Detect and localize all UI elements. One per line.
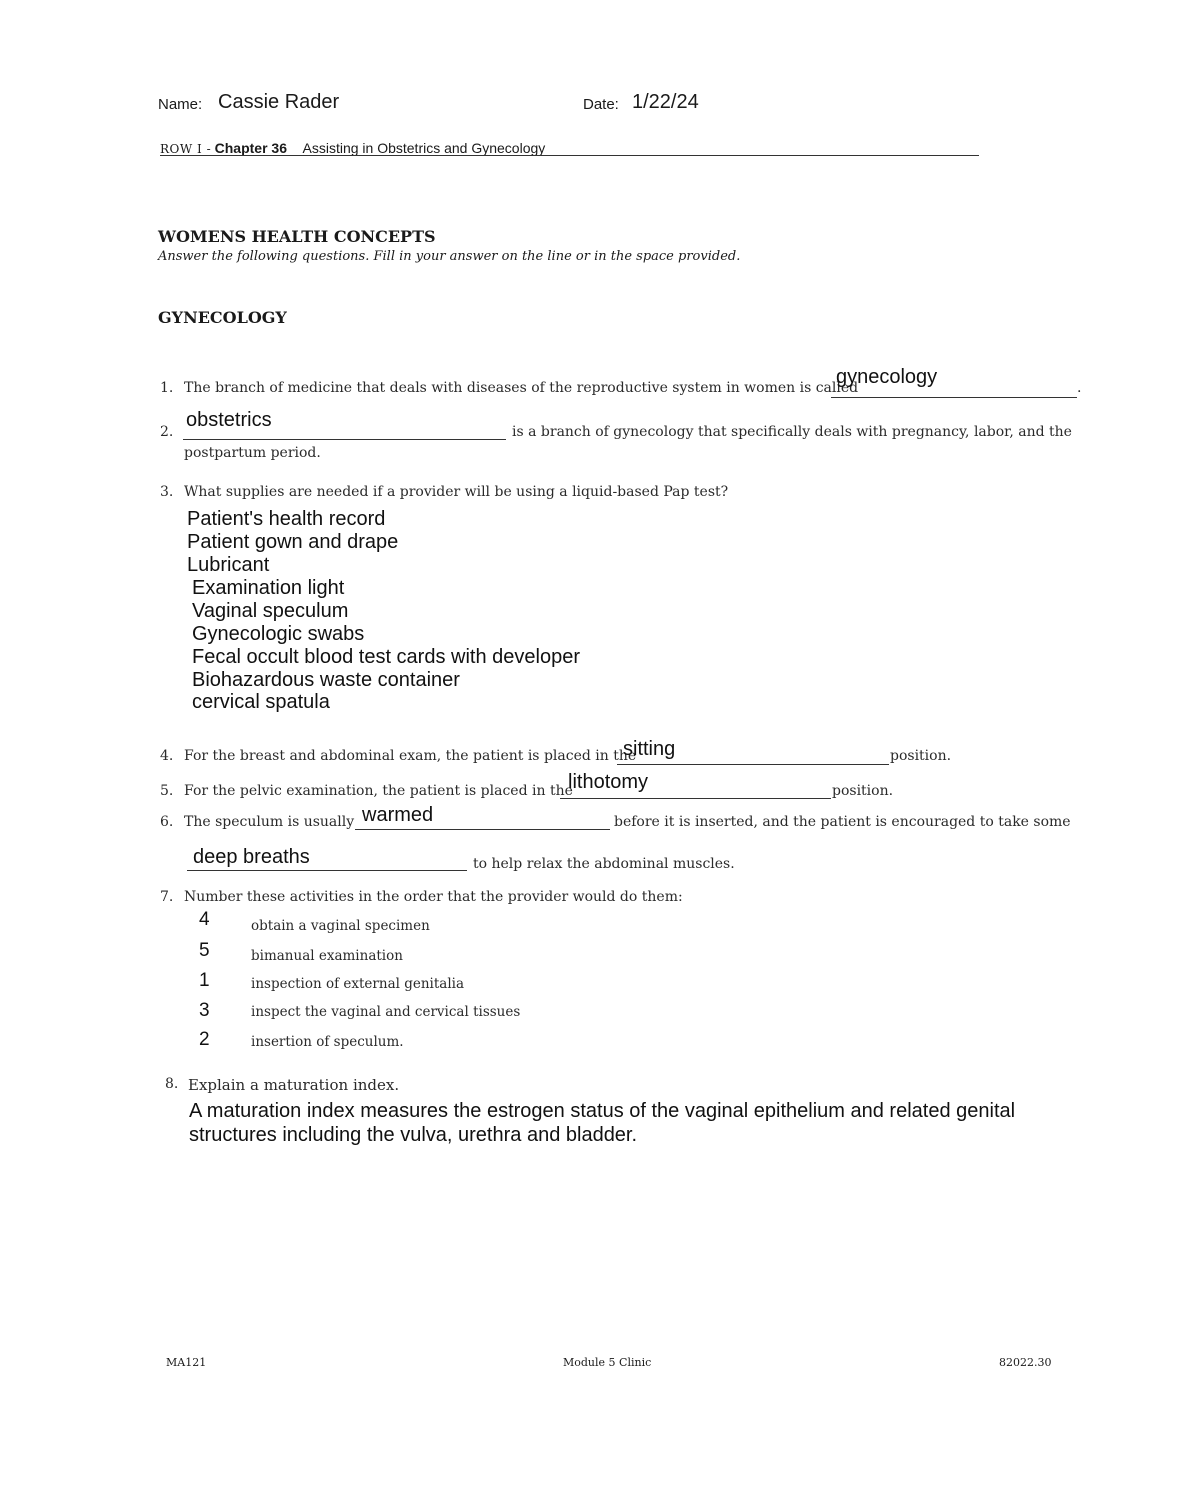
- chapter-title: Assisting in Obstetrics and Gynecology: [302, 140, 546, 156]
- q8-answer-line1[interactable]: A maturation index measures the estrogen status of the vaginal epithelium and related genital: [189, 1100, 1016, 1122]
- q7-text: Number these activities in the order that the provider would do them:: [184, 889, 683, 905]
- q5-answer[interactable]: lithotomy: [568, 771, 649, 793]
- chapter-number: Chapter 36: [214, 140, 287, 156]
- activity-label: obtain a vaginal specimen: [251, 918, 430, 934]
- footer-code: 82022.30: [999, 1356, 1052, 1369]
- q4-text: For the breast and abdominal exam, the patient is placed in the: [184, 748, 637, 764]
- activity-label: inspection of external genitalia: [251, 976, 465, 992]
- q7-number: 7.: [160, 889, 174, 905]
- activity-order[interactable]: 1: [199, 970, 210, 991]
- q3-number: 3.: [160, 484, 174, 500]
- date-label: Date:: [583, 96, 619, 113]
- q1-number: 1.: [160, 380, 174, 396]
- q6-text-cont: before it is inserted, and the patient is encouraged to take some: [614, 814, 1071, 830]
- supply-item: Lubricant: [187, 554, 270, 576]
- q1-answer[interactable]: gynecology: [836, 366, 938, 388]
- q1-answer-line: [831, 397, 1077, 398]
- section-title: WOMENS HEALTH CONCEPTS: [158, 227, 436, 246]
- q3-text: What supplies are needed if a provider will be using a liquid-based Pap test?: [184, 484, 729, 500]
- supply-item: Patient gown and drape: [187, 531, 399, 553]
- row-label: ROW I -: [160, 142, 212, 156]
- q6-number: 6.: [160, 814, 174, 830]
- q8-answer-line2[interactable]: structures including the vulva, urethra and bladder.: [189, 1124, 638, 1146]
- chapter-underline: [160, 155, 979, 156]
- q6-answer2[interactable]: deep breaths: [193, 846, 310, 868]
- activity-label: bimanual examination: [251, 948, 403, 964]
- q4-answer[interactable]: sitting: [623, 738, 676, 760]
- instructions: Answer the following questions. Fill in your answer on the line or in the space provided.: [158, 249, 741, 264]
- q2-answer[interactable]: obstetrics: [186, 409, 272, 431]
- q5-end: position.: [832, 783, 894, 799]
- q4-answer-line: [617, 764, 889, 765]
- activity-label: inspect the vaginal and cervical tissues: [251, 1004, 521, 1020]
- activity-label: insertion of speculum.: [251, 1034, 404, 1050]
- supply-item: Patient's health record: [187, 508, 386, 530]
- name-label: Name:: [158, 96, 203, 113]
- q2-text: is a branch of gynecology that specifically deals with pregnancy, labor, and the: [512, 424, 1072, 440]
- activity-order[interactable]: 5: [199, 940, 210, 961]
- q5-number: 5.: [160, 783, 174, 799]
- q6-answer-line: [355, 829, 610, 830]
- q6-text: The speculum is usually: [184, 814, 355, 830]
- q6-text-end: to help relax the abdominal muscles.: [473, 856, 735, 872]
- footer-course: MA121: [166, 1356, 207, 1369]
- date-field[interactable]: 1/22/24: [632, 91, 699, 113]
- q6-answer2-line: [187, 870, 467, 871]
- q2-number: 2.: [160, 424, 174, 440]
- supply-item: Vaginal speculum: [192, 600, 349, 622]
- supply-item: Examination light: [192, 577, 345, 599]
- q5-answer-line: [560, 798, 831, 799]
- q4-number: 4.: [160, 748, 174, 764]
- q1-text: The branch of medicine that deals with diseases of the reproductive system in women is called: [184, 380, 859, 396]
- footer-module: Module 5 Clinic: [563, 1356, 652, 1369]
- q5-text: For the pelvic examination, the patient is placed in the: [184, 783, 573, 799]
- activity-order[interactable]: 2: [199, 1029, 210, 1050]
- q8-text: Explain a maturation index.: [188, 1076, 400, 1094]
- supply-item: Fecal occult blood test cards with developer: [192, 646, 580, 668]
- q2-text-cont: postpartum period.: [184, 445, 321, 461]
- supply-item: Gynecologic swabs: [192, 623, 365, 645]
- q4-end: position.: [890, 748, 952, 764]
- supply-item: Biohazardous waste container: [192, 669, 460, 691]
- q8-number: 8.: [165, 1076, 179, 1092]
- supply-item: cervical spatula: [192, 691, 330, 713]
- activity-order[interactable]: 4: [199, 909, 210, 930]
- activity-order[interactable]: 3: [199, 1000, 210, 1021]
- name-field[interactable]: Cassie Rader: [218, 91, 340, 113]
- q2-answer-line: [183, 439, 506, 440]
- q6-answer[interactable]: warmed: [362, 804, 434, 826]
- q1-end: .: [1077, 380, 1082, 396]
- gynecology-heading: GYNECOLOGY: [158, 308, 287, 327]
